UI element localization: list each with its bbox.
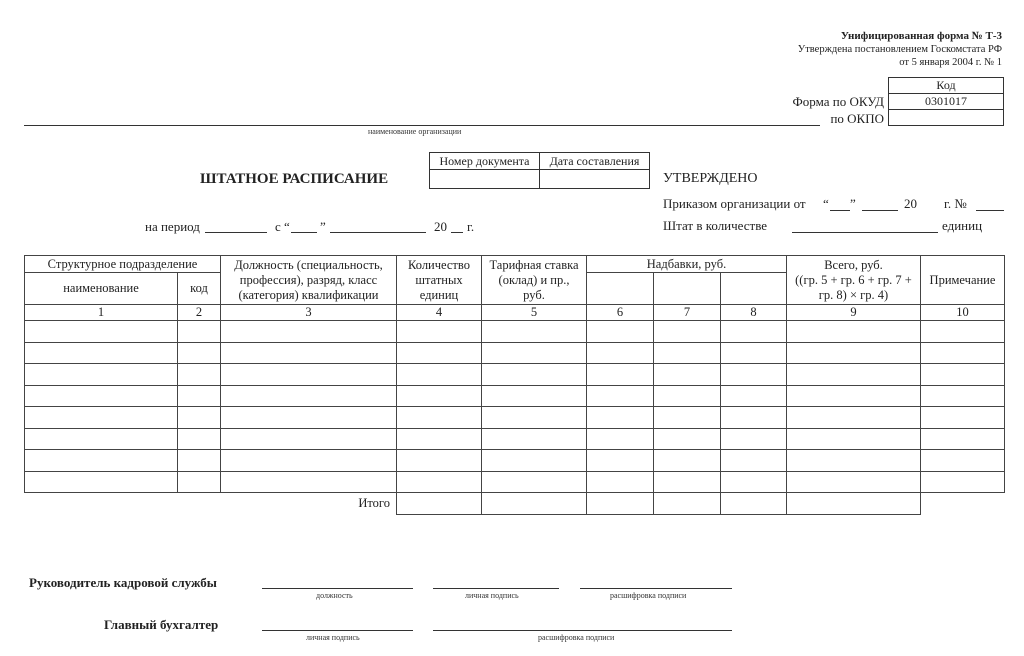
hr-position-field[interactable] xyxy=(262,588,413,589)
table-cell[interactable] xyxy=(721,450,787,472)
form-title: Унифицированная форма № Т-3 xyxy=(840,30,1002,42)
accountant-signature-caption: личная подпись xyxy=(306,633,360,642)
codes-table xyxy=(888,77,1004,126)
column-number: 7 xyxy=(654,305,721,321)
hr-head-label: Руководитель кадровой службы xyxy=(29,575,217,590)
column-number: 9 xyxy=(787,305,921,321)
table-cell[interactable] xyxy=(587,407,654,429)
order-month-field[interactable] xyxy=(862,210,898,211)
hr-decoding-field[interactable] xyxy=(580,588,732,589)
table-cell[interactable] xyxy=(587,364,654,386)
table-cell[interactable] xyxy=(654,342,721,364)
table-cell[interactable] xyxy=(482,407,587,429)
table-cell[interactable] xyxy=(654,407,721,429)
page-title: ШТАТНОЕ РАСПИСАНИЕ xyxy=(200,171,389,187)
header-total-line-2: ((гр. 5 + гр. 6 + гр. 7 + xyxy=(795,272,912,287)
table-cell[interactable] xyxy=(654,385,721,407)
table-cell[interactable] xyxy=(921,385,1005,407)
table-cell[interactable] xyxy=(587,321,654,343)
table-cell[interactable] xyxy=(25,428,178,450)
order-number-field[interactable] xyxy=(976,210,1004,211)
column-number: 3 xyxy=(221,305,397,321)
period-label: на период xyxy=(145,219,200,234)
table-cell[interactable] xyxy=(482,321,587,343)
table-cell[interactable] xyxy=(921,450,1005,472)
header-division: Структурное подразделение xyxy=(25,256,221,273)
header-allowances: Надбавки, руб. xyxy=(587,256,787,273)
hr-decoding-caption: расшифровка подписи xyxy=(610,591,687,600)
table-cell[interactable] xyxy=(654,321,721,343)
table-cell[interactable] xyxy=(482,428,587,450)
header-rate xyxy=(482,256,587,305)
doc-number-label: Номер документа xyxy=(430,153,540,170)
table-cell[interactable] xyxy=(397,364,482,386)
table-cell[interactable] xyxy=(221,385,397,407)
table-cell[interactable] xyxy=(25,385,178,407)
period-year-field[interactable] xyxy=(451,232,463,233)
table-cell[interactable] xyxy=(921,321,1005,343)
table-cell[interactable] xyxy=(397,471,482,493)
table-cell[interactable] xyxy=(482,385,587,407)
table-cell[interactable] xyxy=(921,407,1005,429)
table-cell[interactable] xyxy=(787,364,921,386)
total-rate-field[interactable] xyxy=(482,493,587,515)
table-cell[interactable] xyxy=(587,385,654,407)
table-cell[interactable] xyxy=(654,450,721,472)
period-from-label: с “ xyxy=(275,219,290,234)
header-position-line-3: (категория) квалификации xyxy=(238,287,379,302)
total-allowance-2-field[interactable] xyxy=(654,493,721,515)
header-count xyxy=(397,256,482,305)
table-cell[interactable] xyxy=(654,364,721,386)
table-cell[interactable] xyxy=(397,321,482,343)
table-cell[interactable] xyxy=(397,450,482,472)
column-number: 5 xyxy=(482,305,587,321)
table-row xyxy=(25,321,1005,343)
table-cell[interactable] xyxy=(654,428,721,450)
order-quote-close: ” xyxy=(850,196,856,211)
table-cell[interactable] xyxy=(397,428,482,450)
table-row xyxy=(25,342,1005,364)
table-cell[interactable] xyxy=(787,471,921,493)
period-field[interactable] xyxy=(205,232,267,233)
organization-caption: наименование организации xyxy=(368,127,462,136)
doc-date-label: Дата составления xyxy=(540,153,650,170)
table-cell[interactable] xyxy=(178,428,221,450)
staff-schedule-table xyxy=(24,255,1005,515)
table-cell[interactable] xyxy=(654,471,721,493)
header-allowance-3 xyxy=(721,273,787,305)
approved-line-1: Утверждена постановлением Госкомстата РФ xyxy=(797,44,1002,55)
header-note: Примечание xyxy=(921,256,1005,305)
order-quote-open: “ xyxy=(823,196,829,211)
okpo-code-field[interactable] xyxy=(889,110,1004,126)
header-allowance-2 xyxy=(654,273,721,305)
table-cell[interactable] xyxy=(921,471,1005,493)
header-rate-line-1: Тарифная ставка xyxy=(489,257,579,272)
total-count-field[interactable] xyxy=(397,493,482,515)
table-cell[interactable] xyxy=(482,471,587,493)
table-row xyxy=(25,364,1005,386)
table-row xyxy=(25,385,1005,407)
table-cell[interactable] xyxy=(221,321,397,343)
okud-label: Форма по ОКУД xyxy=(792,94,884,109)
accountant-decoding-field[interactable] xyxy=(433,630,732,631)
header-total xyxy=(787,256,921,305)
header-rate-line-3: руб. xyxy=(523,287,545,302)
period-quote-close: ” xyxy=(320,219,326,234)
order-day-field[interactable] xyxy=(830,210,850,211)
staff-count-label: Штат в количестве xyxy=(663,218,768,233)
doc-number-date-box xyxy=(429,152,650,189)
table-cell[interactable] xyxy=(721,428,787,450)
header-name: наименование xyxy=(25,273,178,305)
table-cell[interactable] xyxy=(397,342,482,364)
table-cell[interactable] xyxy=(587,471,654,493)
table-cell[interactable] xyxy=(721,407,787,429)
table-cell[interactable] xyxy=(721,385,787,407)
table-cell[interactable] xyxy=(25,450,178,472)
table-cell[interactable] xyxy=(587,428,654,450)
table-row xyxy=(25,471,1005,493)
total-allowance-3-field[interactable] xyxy=(721,493,787,515)
table-cell[interactable] xyxy=(178,407,221,429)
header-count-line-2: штатных xyxy=(415,272,463,287)
table-row xyxy=(25,407,1005,429)
table-cell[interactable] xyxy=(397,385,482,407)
period-month-field[interactable] xyxy=(330,232,426,233)
table-cell[interactable] xyxy=(721,342,787,364)
table-cell[interactable] xyxy=(921,364,1005,386)
table-cell[interactable] xyxy=(221,428,397,450)
table-cell[interactable] xyxy=(178,364,221,386)
total-spacer xyxy=(25,493,221,515)
order-year-prefix: 20 xyxy=(904,196,917,211)
table-cell[interactable] xyxy=(721,364,787,386)
order-year-suffix: г. № xyxy=(944,196,967,211)
table-cell[interactable] xyxy=(587,342,654,364)
accountant-signature-field[interactable] xyxy=(262,630,413,631)
table-cell[interactable] xyxy=(921,428,1005,450)
total-label: Итого xyxy=(358,496,390,511)
table-cell[interactable] xyxy=(178,321,221,343)
header-position xyxy=(221,256,397,305)
units-label: единиц xyxy=(942,218,983,233)
column-number: 2 xyxy=(178,305,221,321)
table-cell[interactable] xyxy=(25,342,178,364)
table-cell[interactable] xyxy=(587,450,654,472)
table-cell[interactable] xyxy=(178,342,221,364)
period-year-suffix: г. xyxy=(467,219,475,234)
column-number: 4 xyxy=(397,305,482,321)
table-cell[interactable] xyxy=(221,342,397,364)
period-day-field[interactable] xyxy=(291,232,317,233)
table-cell[interactable] xyxy=(178,471,221,493)
table-cell[interactable] xyxy=(787,321,921,343)
order-label: Приказом организации от xyxy=(663,196,806,211)
total-allowance-1-field[interactable] xyxy=(587,493,654,515)
table-cell[interactable] xyxy=(25,364,178,386)
approved-heading: УТВЕРЖДЕНО xyxy=(663,171,758,186)
table-cell[interactable] xyxy=(482,450,587,472)
organization-name-field[interactable] xyxy=(24,125,820,126)
table-cell[interactable] xyxy=(397,407,482,429)
doc-date-field[interactable] xyxy=(540,170,650,189)
table-cell[interactable] xyxy=(787,428,921,450)
total-sum-field[interactable] xyxy=(787,493,921,515)
header-code: код xyxy=(178,273,221,305)
header-allowance-1 xyxy=(587,273,654,305)
column-number: 1 xyxy=(25,305,178,321)
hr-signature-caption: личная подпись xyxy=(465,591,519,600)
hr-signature-field[interactable] xyxy=(433,588,559,589)
table-cell[interactable] xyxy=(221,364,397,386)
header-position-line-2: профессия), разряд, класс xyxy=(239,272,378,287)
table-cell[interactable] xyxy=(25,321,178,343)
table-cell[interactable] xyxy=(221,407,397,429)
table-cell[interactable] xyxy=(787,385,921,407)
staff-count-field[interactable] xyxy=(792,232,938,233)
table-cell[interactable] xyxy=(482,364,587,386)
table-row xyxy=(25,428,1005,450)
header-total-line-3: гр. 8) × гр. 4) xyxy=(818,287,889,302)
approved-line-2: от 5 января 2004 г. № 1 xyxy=(899,57,1002,68)
doc-number-field[interactable] xyxy=(430,170,540,189)
table-cell[interactable] xyxy=(221,471,397,493)
header-total-line-1: Всего, руб. xyxy=(824,257,883,272)
header-rate-line-2: (оклад) и пр., xyxy=(498,272,570,287)
table-cell[interactable] xyxy=(787,342,921,364)
table-cell[interactable] xyxy=(721,321,787,343)
kod-header: Код xyxy=(889,78,1004,94)
header-count-line-1: Количество xyxy=(408,257,470,272)
column-number: 6 xyxy=(587,305,654,321)
total-note-spacer xyxy=(921,493,1005,515)
okpo-label: по ОКПО xyxy=(830,111,884,126)
period-year-prefix: 20 xyxy=(434,219,447,234)
chief-accountant-label: Главный бухгалтер xyxy=(104,617,219,632)
table-cell[interactable] xyxy=(787,407,921,429)
table-cell[interactable] xyxy=(921,342,1005,364)
column-number: 10 xyxy=(921,305,1005,321)
table-cell[interactable] xyxy=(25,407,178,429)
table-cell[interactable] xyxy=(221,450,397,472)
header-count-line-3: единиц xyxy=(419,287,459,302)
header-position-line-1: Должность (специальность, xyxy=(234,257,383,272)
accountant-decoding-caption: расшифровка подписи xyxy=(538,633,615,642)
table-cell[interactable] xyxy=(482,342,587,364)
table-cell[interactable] xyxy=(178,385,221,407)
column-number: 8 xyxy=(721,305,787,321)
table-cell[interactable] xyxy=(178,450,221,472)
table-cell[interactable] xyxy=(721,471,787,493)
hr-position-caption: должность xyxy=(316,591,353,600)
table-row xyxy=(25,450,1005,472)
table-cell[interactable] xyxy=(25,471,178,493)
okud-code-field[interactable]: 0301017 xyxy=(889,94,1004,110)
table-cell[interactable] xyxy=(787,450,921,472)
